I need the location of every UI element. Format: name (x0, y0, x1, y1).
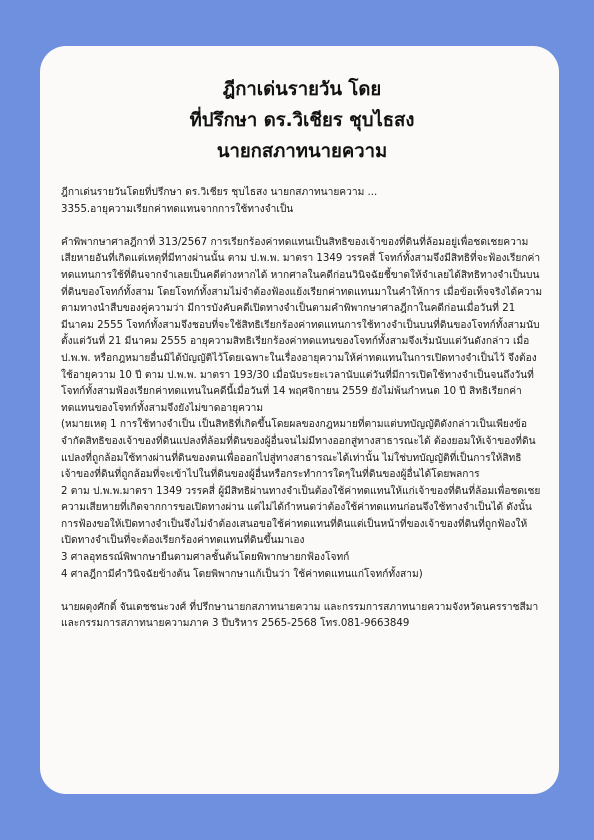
article-title (61, 74, 543, 167)
article-card (40, 46, 559, 794)
intro-line-2: 3355.อายุความเรียกค่าทดแทนจากการใช้ทางจำเป็น (61, 203, 294, 215)
note-2: 2 ตาม ป.พ.พ.มาตรา 1349 วรรคสี่ ผู้มีสิทธิผ่านทางจำเป็นต้องใช้ค่าทดแทนให้แก่เจ้าของที่ดินที่ล้อมเพื่อชดเชยความเสียหายที่เกิดจากการขอเปิดทางผ่าน แต่ไม่ได้กำหนดว่าต้องใช้ค่าทดแทนก่อนจึงใช้ทางจำเป็นได้ ดังนั้น การฟ้องขอให้เปิดทางจำเป็นจึงไม่จำต้องเสนอขอใช้ค่าทดแทนที่ดินแต่เป็นหน้าที่ของเจ้าของที่ดินที่ถูกฟ้องให้เปิดทางจำเป็นที่จะต้องเรียกร้องค่าทดแทนที่ดินขึ้นมาเอง (61, 485, 541, 547)
article-body (61, 185, 543, 633)
spacer (61, 218, 543, 235)
note-3: 3 ศาลอุทธรณ์พิพากษายืนตามศาลชั้นต้นโดยพิพากษายกฟ้องโจทก์ (61, 552, 350, 564)
note-1: (หมายเหตุ 1 การใช้ทางจำเป็น เป็นสิทธิที่เกิดขึ้นโดยผลของกฎหมายที่ตามแต่บทบัญญัติดังกล่าวเป็นเพียงข้อจำกัดสิทธิของเจ้าของที่ดินแปลงที่ล้อมที่ดินของผู้อื่นจนไม่มีทางออกสู่ทางสาธารณะได้ ต้องยอมให้เจ้าของที่ดินแปลงที่ถูกล้อมใช้ทางผ่านที่ดินของตนเพื่อออกไปสู่ทางสาธารณะได้เท่านั้น ไม่ใช่บทบัญญัติที่เป็นการให้สิทธิเจ้าของที่ดินที่ถูกล้อมที่จะเข้าไปในที่ดินของผู้อื่นหรือกระทำการใดๆในที่ดินของผู้อื่นได้โดยพลการ (61, 419, 536, 481)
title-line-1: ฎีกาเด่นรายวัน โดย (222, 79, 382, 100)
intro-line-1: ฎีกาเด่นรายวันโดยที่ปรึกษา ดร.วิเชียร ชุบไธสง นายกสภาทนายความ ... (61, 187, 378, 198)
spacer (61, 583, 543, 600)
title-line-3: นายกสภาทนายความ (216, 141, 388, 162)
author-signature: นายผดุงศักดิ์ จันเดชชนะวงศ์ ที่ปรึกษานายกสภาทนายความ และกรรมการสภาทนายความจังหวัดนครราชสีมา และกรรมการสภาทนายความภาค 3 ปีบริหาร 2565-2568 โทร.081-9663849 (61, 601, 539, 630)
main-paragraph: คำพิพากษาศาลฎีกาที่ 313/2567 การเรียกร้องค่าทดแทนเป็นสิทธิของเจ้าของที่ดินที่ล้อมอยู่เพื่อชดเชยความเสียหายอันที่เกิดแต่เหตุที่มีทางผ่านนั้น ตาม ป.พ.พ. มาตรา 1349 วรรคสี่ โจทก์ทั้งสามจึงมีสิทธิที่จะฟ้องเรียกค่าทดแทนการใช้ที่ดินจากจำเลยเป็นคดีต่างหากได้ หากศาลในคดีก่อนวินิจฉัยชี้ขาดให้จำเลยได้สิทธิทางจำเป็นบนที่ดินของโจทก์ทั้งสาม โดยโจทก์ทั้งสามไม่จำต้องฟ้องแย้งเรียกค่าทดแทนมาในคำให้การ เมื่อข้อเท็จจริงได้ความตามทางนำสืบของคู่ความว่า มีการบังคับคดีเปิดทางจำเป็นตามคำพิพากษาศาลฎีกาในคดีก่อนเมื่อวันที่ 21 มีนาคม 2555 โจทก์ทั้งสามจึงชอบที่จะใช้สิทธิเรียกร้องค่าทดแทนการใช้ทางจำเป็นบนที่ดินของโจทก์ทั้งสามนับตั้งแต่วันที่ 21 มีนาคม 2555 อายุความสิทธิเรียกร้องค่าทดแทนของโจทก์ทั้งสามจึงเริ่มนับแต่วันดังกล่าว เมื่อ ป.พ.พ. หรือกฎหมายอื่นมิได้บัญญัติไว้โดยเฉพาะในเรื่องอายุความให้ค่าทดแทนในการเปิดทางจำเป็นไว้ จึงต้องใช้อายุความ 10 ปี ตาม ป.พ.พ. มาตรา 193/30 เมื่อนับระยะเวลานับแต่วันที่มีการเปิดใช้ทางจำเป็นจนถึงวันที่โจทก์ทั้งสามฟ้องเรียกค่าทดแทนในคดีนี้เมื่อวันที่ 14 พฤศจิกายน 2559 ยังไม่พ้นกำหนด 10 ปี สิทธิเรียกค่าทดแทนของโจทก์ทั้งสามจึงยังไม่ขาดอายุความ (61, 236, 543, 414)
note-4: 4 ศาลฎีกามีคำวินิจฉัยข้างต้น โดยพิพากษาแก้เป็นว่า ใช้ค่าทดแทนแก่โจทก์ทั้งสาม) (61, 568, 423, 580)
title-line-2: ที่ปรึกษา ดร.วิเชียร ชุบไธสง (189, 110, 415, 131)
